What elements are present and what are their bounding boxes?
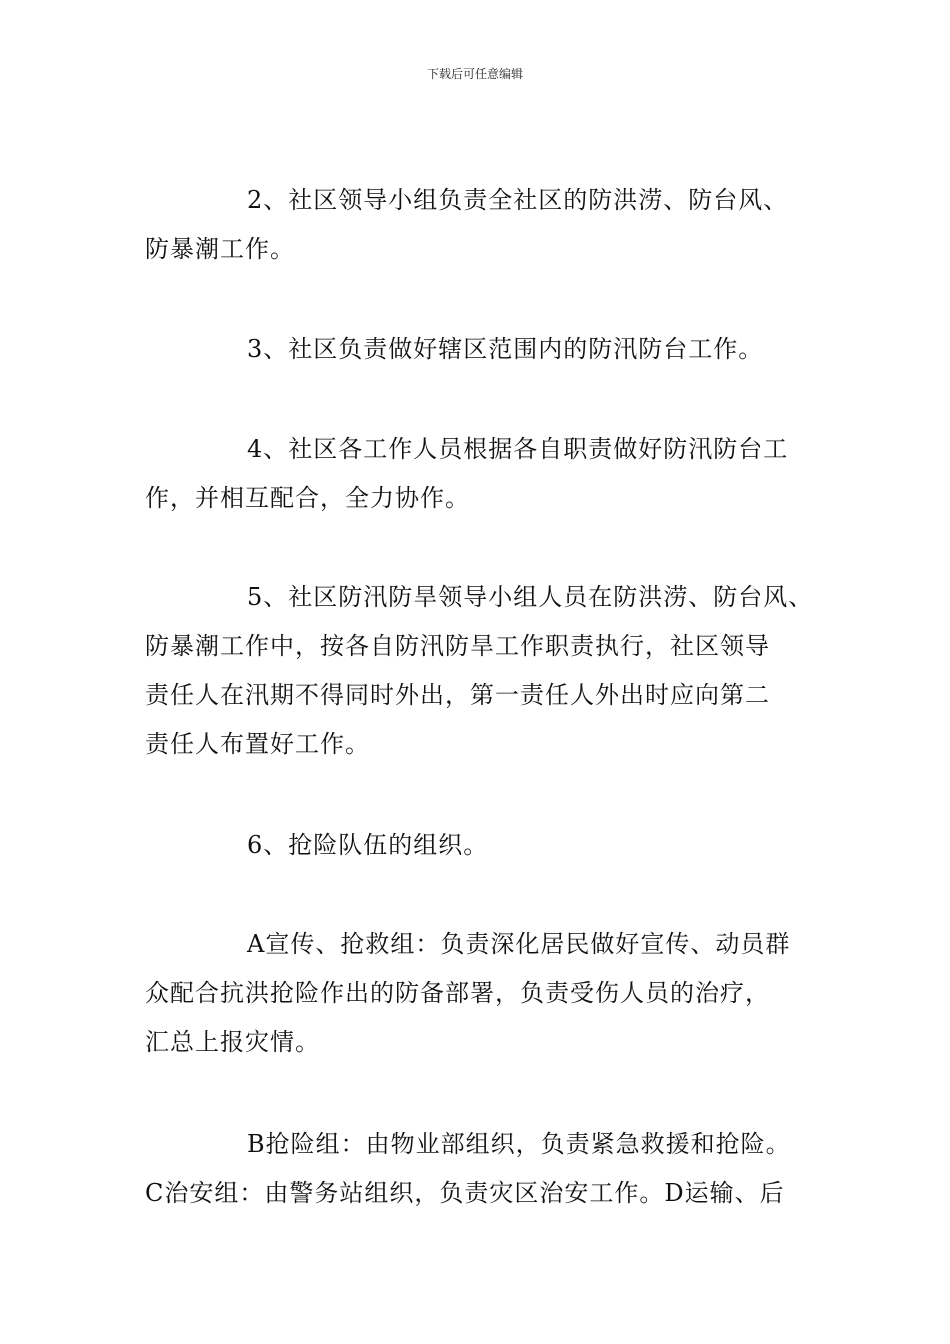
paragraph-line: 责任人在汛期不得同时外出，第一责任人外出时应向第二 — [145, 681, 770, 709]
page-header: 下载后可任意编辑 — [426, 67, 523, 81]
paragraph-line: 4、社区各工作人员根据各自职责做好防汛防台工 — [247, 435, 789, 463]
paragraph-item-5 — [145, 573, 825, 769]
paragraph-line: 5、社区防汛防旱领导小组人员在防洪涝、防台风、 — [247, 583, 814, 611]
paragraph-item-a — [145, 920, 825, 1067]
paragraph-item-6 — [145, 821, 825, 870]
paragraph-line: C治安组：由警务站组织，负责灾区治安工作。D运输、后 — [145, 1179, 785, 1207]
paragraph-line: 众配合抗洪抢险作出的防备部署，负责受伤人员的治疗， — [145, 979, 770, 1007]
paragraph-line: 汇总上报灾情。 — [145, 1028, 320, 1056]
paragraph-line: B抢险组：由物业部组织，负责紧急救援和抢险。 — [247, 1130, 791, 1158]
paragraph-line: 防暴潮工作。 — [145, 235, 295, 263]
paragraph-line: 3、社区负责做好辖区范围内的防汛防台工作。 — [247, 335, 764, 363]
paragraph-line: 责任人布置好工作。 — [145, 730, 370, 758]
paragraph-line: A宣传、抢救组：负责深化居民做好宣传、动员群 — [247, 930, 791, 958]
paragraph-line: 6、抢险队伍的组织。 — [247, 831, 489, 859]
paragraph-line: 2、社区领导小组负责全社区的防洪涝、防台风、 — [247, 186, 789, 214]
paragraph-line: 作，并相互配合，全力协作。 — [145, 484, 470, 512]
paragraph-line: 防暴潮工作中，按各自防汛防旱工作职责执行，社区领导 — [145, 632, 770, 660]
paragraph-item-3 — [145, 325, 825, 374]
paragraph-item-2 — [145, 176, 825, 274]
paragraph-item-b — [145, 1120, 825, 1218]
paragraph-item-4 — [145, 425, 825, 523]
